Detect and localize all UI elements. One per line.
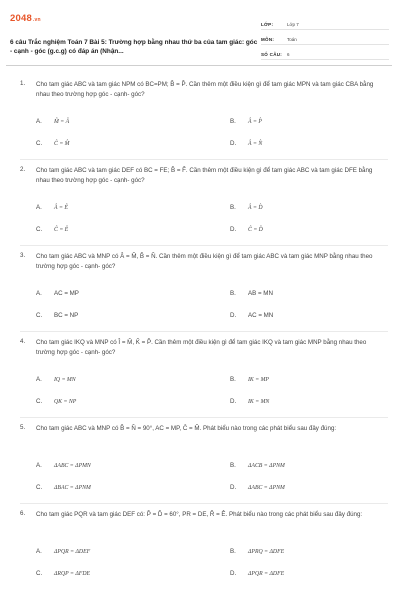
site-logo[interactable] <box>10 13 41 24</box>
answer-option-b[interactable] <box>230 376 269 383</box>
option-text: Ĉ = D̂ <box>248 227 263 233</box>
meta-key: SỐ CÂU: <box>261 52 283 57</box>
option-text: Â = N̂ <box>248 141 263 147</box>
option-text: AC = MP <box>54 290 79 297</box>
option-letter: C. <box>36 140 43 147</box>
answer-option-d[interactable] <box>230 140 262 147</box>
option-text: Â = Ê <box>54 205 68 211</box>
option-letter: D. <box>230 312 237 319</box>
meta-row-class <box>261 18 389 30</box>
question-divider <box>20 159 388 160</box>
question-text: Cho tam giác ABC và MNP có Â = M̂, B̂ = N̂. Cần thêm một điều kiện gì để tam giác ABC và tam giác MNP bằng nhau theo trường hợp góc - cạnh- góc? <box>36 253 373 270</box>
option-letter: D. <box>230 398 237 405</box>
question-text: Cho tam giác ABC và tam giác DEF có BC = FE; B̂ = F̂. Cần thêm một điều kiện gì để tam giác ABC và tam giác DFE bằng nhau theo trường hợp góc - cạnh- góc? <box>36 167 373 184</box>
option-letter: C. <box>36 484 43 491</box>
option-text: ΔABC = ΔPNM <box>248 485 285 491</box>
option-letter: A. <box>36 462 42 469</box>
option-text: M̂ = Â <box>54 119 70 125</box>
answer-option-a[interactable] <box>36 376 76 383</box>
option-letter: A. <box>36 376 42 383</box>
option-text: ΔPQR = ΔDEF <box>54 549 91 555</box>
document-meta <box>261 18 389 63</box>
question-number: 6. <box>20 510 26 517</box>
logo-text: 2048 <box>10 13 32 24</box>
option-text: AB = MN <box>248 290 273 297</box>
answer-option-b[interactable] <box>230 290 273 297</box>
option-letter: B. <box>230 204 236 211</box>
option-letter: A. <box>36 290 42 297</box>
answer-option-c[interactable] <box>36 484 91 491</box>
answer-option-a[interactable] <box>36 290 79 297</box>
option-text: Ĉ = Ê <box>54 227 69 233</box>
option-letter: B. <box>230 118 236 125</box>
option-text: ΔACB = ΔPNM <box>248 463 285 469</box>
question-divider <box>20 245 388 246</box>
question-item <box>20 252 388 338</box>
question-text: Cho tam giác IKQ và MNP có Î = M̂, K̂ = P̂. Cần thêm một điều kiện gì để tam giác IKQ và tam giác MNP bằng nhau theo trường hợp góc - cạnh- góc? <box>36 339 367 356</box>
option-letter: C. <box>36 226 43 233</box>
answer-option-b[interactable] <box>230 462 285 469</box>
option-text: ΔPRQ = ΔDFE <box>248 549 285 555</box>
option-letter: C. <box>36 398 43 405</box>
answer-option-d[interactable] <box>230 570 284 577</box>
meta-row-subject <box>261 33 389 45</box>
question-text: Cho tam giác PQR và tam giác DEF có: P̂ = D̂ = 60°, PR = DE, R̂ = Ê. Phát biểu nào trong các phát biểu sau đây đúng: <box>36 511 363 518</box>
answer-option-a[interactable] <box>36 462 91 469</box>
question-item <box>20 510 388 596</box>
answer-option-c[interactable] <box>36 312 78 319</box>
question-item <box>20 166 388 252</box>
answer-option-d[interactable] <box>230 312 273 319</box>
option-text: BC = NP <box>54 312 79 319</box>
answer-option-b[interactable] <box>230 118 262 125</box>
document-header <box>6 6 392 66</box>
option-text: IQ = MN <box>54 377 76 383</box>
question-list <box>20 80 388 596</box>
meta-row-count <box>261 48 389 60</box>
question-number: 2. <box>20 166 26 173</box>
option-letter: A. <box>36 548 42 555</box>
meta-key: LỚP: <box>261 22 274 27</box>
answer-option-b[interactable] <box>230 204 263 211</box>
option-text: ΔRQP = ΔFDE <box>54 571 91 577</box>
option-letter: B. <box>230 376 236 383</box>
option-letter: A. <box>36 118 42 125</box>
answer-option-a[interactable] <box>36 204 68 211</box>
question-item <box>20 424 388 510</box>
option-letter: C. <box>36 570 43 577</box>
answer-option-d[interactable] <box>230 226 263 233</box>
option-letter: B. <box>230 462 236 469</box>
answer-option-d[interactable] <box>230 398 269 405</box>
answer-option-a[interactable] <box>36 548 90 555</box>
option-letter: C. <box>36 312 43 319</box>
question-text: Cho tam giác ABC và tam giác NPM có BC=PM; B̂ = P̂. Cần thêm một điều kiện gì để tam giác MPN và tam giác CBA bằng nhau theo trường hợp góc - cạnh- góc? <box>36 81 374 98</box>
document-title: 6 câu Trắc nghiệm Toán 7 Bài 5: Trường hợp bằng nhau thứ ba của tam giác: góc - cạnh - góc (g.c.g) có đáp án (Nhận... <box>10 39 258 55</box>
answer-option-d[interactable] <box>230 484 285 491</box>
question-item <box>20 338 388 424</box>
question-divider <box>20 331 388 332</box>
answer-option-b[interactable] <box>230 548 284 555</box>
option-letter: A. <box>36 204 42 211</box>
option-text: ΔPQR = ΔDFE <box>248 571 285 577</box>
question-number: 4. <box>20 338 26 345</box>
option-letter: B. <box>230 548 236 555</box>
option-letter: D. <box>230 226 237 233</box>
option-text: ΔABC = ΔPMN <box>54 463 91 469</box>
option-text: Â = P̂ <box>248 119 262 125</box>
option-text: IK = MP <box>248 377 269 383</box>
option-text: IK = MN <box>248 399 270 405</box>
meta-value: Lớp 7 <box>287 22 299 27</box>
logo-suffix: .vn <box>32 17 41 23</box>
option-text: QK = NP <box>54 399 77 405</box>
meta-value: 6 <box>287 52 290 57</box>
option-text: AC = MN <box>248 312 274 319</box>
meta-value: Toán <box>287 37 297 42</box>
question-divider <box>20 417 388 418</box>
option-letter: D. <box>230 484 237 491</box>
answer-option-a[interactable] <box>36 118 69 125</box>
question-divider <box>20 503 388 504</box>
option-text: Ĉ = M̂ <box>54 141 70 147</box>
answer-option-c[interactable] <box>36 570 90 577</box>
question-number: 1. <box>20 80 26 87</box>
option-text: Â = D̂ <box>248 205 263 211</box>
question-number: 3. <box>20 252 26 259</box>
question-text: Cho tam giác ABC và MNP có B̂ = N̂ = 90°, AC = MP, Ĉ = M̂. Phát biểu nào trong các phát biểu sau đây đúng: <box>36 425 337 432</box>
option-letter: D. <box>230 140 237 147</box>
answer-option-c[interactable] <box>36 140 70 147</box>
question-item <box>20 80 388 166</box>
meta-key: MÔN: <box>261 37 275 42</box>
question-number: 5. <box>20 424 26 431</box>
option-letter: D. <box>230 570 237 577</box>
option-letter: B. <box>230 290 236 297</box>
answer-option-c[interactable] <box>36 398 76 405</box>
option-text: ΔBAC = ΔPNM <box>54 485 91 491</box>
answer-option-c[interactable] <box>36 226 68 233</box>
